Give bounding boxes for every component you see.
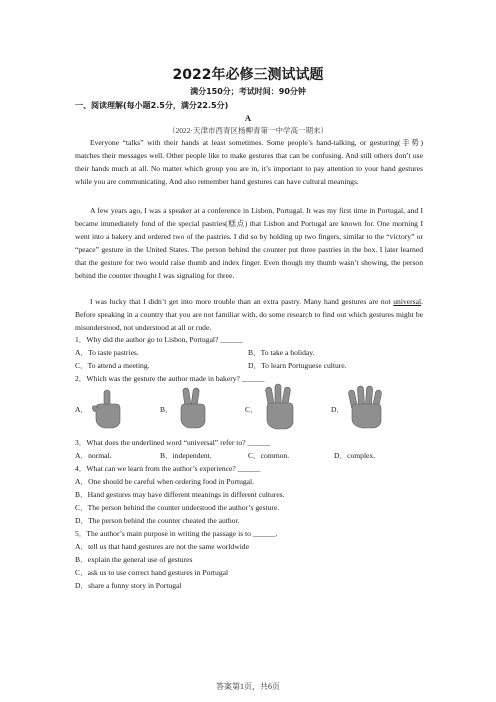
question-3-option-d[interactable]: D．complex.	[334, 451, 376, 460]
question-2-stem: 2．Which was the gesture the author made in bakery? ______	[75, 374, 265, 383]
question-1-option-d[interactable]: D．To learn Portuguese culture.	[248, 361, 347, 370]
question-2-option-b[interactable]: B．	[160, 405, 173, 414]
score-line: 满分150分；考试时间：90分钟	[190, 87, 306, 96]
question-3-stem: 3．What does the underlined word “universal” refer to? ______	[75, 438, 271, 447]
question-5-option-a[interactable]: A．tell us that hand gestures are not the same worldwide	[75, 542, 249, 551]
question-2-option-c[interactable]: C．	[245, 405, 258, 414]
paragraph-text: . Before speaking in a country that you are not familiar with, do some research to find out which gestures might be misunderstood, not understood at all or rude.	[75, 297, 423, 332]
hand-two-fingers-icon	[172, 386, 212, 430]
question-1-option-c[interactable]: C．To attend a meeting.	[75, 361, 150, 370]
question-5-option-b[interactable]: B．explain the general use of gestures	[75, 555, 193, 564]
passage-label: A	[244, 113, 252, 123]
section-heading: 一、阅读理解(每小题2.5分，满分22.5分)	[75, 101, 229, 110]
hand-one-finger-icon	[88, 388, 128, 430]
question-5-stem: 5．The author’s main purpose in writing the passage is to ______.	[75, 529, 278, 538]
paragraph-text: Everyone “talks” with their hands at least sometimes. Some people’s hand-talking, or gesturing(手势) matches their messages well. Other people like to make gestures that can be confusing. And still others don’t use their hands much at all. No matter which group you are in, it’s important to pay attention to your hand gestures while you are communicating. And also remember hand gestures can have cultural meanings.	[75, 138, 423, 186]
page-footer: 答案第1页，共6页	[216, 682, 280, 691]
question-1-option-b[interactable]: B．To take a holiday.	[248, 348, 315, 357]
paragraph-text: A few years ago, I was a speaker at a conference in Lisbon, Portugal. It was my first time in Portugal, and I became immediately fond of the special pastries(糕点) that Lisbon and Portugal are known for. One morning I went into a bakery and ordered two of the pastries. I did so by holding up two fingers, similar to the “victory” or “peace” gesture in the United States. The person behind the counter put three pastries in the box. I later learned that the gesture for two would raise thumb and index finger. Even though my thumb wasn’t showing, the person behind the counter thought I was signaling for three.	[75, 206, 423, 280]
question-2-option-d[interactable]: D．	[331, 405, 345, 414]
question-1-option-a[interactable]: A．To taste pastries.	[75, 348, 139, 357]
passage-source: （2022·天津市西青区杨柳青第一中学高一期末）	[168, 126, 328, 135]
question-3-option-a[interactable]: A．normal.	[75, 451, 112, 460]
page-title: 2022年必修三测试试题	[172, 67, 324, 83]
question-4-stem: 4．What can we learn from the author’s experience? ______	[75, 464, 261, 473]
question-5-option-d[interactable]: D．share a funny story in Portugal	[75, 581, 182, 590]
question-5-option-c[interactable]: C．ask us to use correct hand gestures in Portugal	[75, 568, 229, 577]
passage-paragraph-2	[75, 205, 423, 282]
passage-paragraph-1	[75, 137, 423, 189]
question-4-option-b[interactable]: B．Hand gestures may have different meanings in different cultures.	[75, 490, 285, 499]
question-3-option-b[interactable]: B．independent.	[160, 451, 212, 460]
passage-paragraph-3	[75, 296, 423, 335]
underlined-word: universal	[393, 297, 422, 306]
hand-four-fingers-icon	[344, 384, 388, 430]
question-1-stem: 1．Why did the author go to Lisbon, Portugal? ______	[75, 335, 244, 344]
question-2-option-a[interactable]: A．	[75, 405, 89, 414]
question-4-option-a[interactable]: A．One should be careful when ordering food in Portugal.	[75, 477, 255, 486]
question-4-option-d[interactable]: D．The person behind the counter cheated the author.	[75, 516, 240, 525]
question-4-option-c[interactable]: C．The person behind the counter understood the author’s gesture.	[75, 503, 280, 512]
question-3-option-c[interactable]: C．common.	[248, 451, 290, 460]
paragraph-text: I was lucky that I didn’t get into more trouble than an extra pastry. Many hand gestures are not	[90, 297, 394, 306]
hand-three-fingers-icon	[258, 383, 300, 431]
